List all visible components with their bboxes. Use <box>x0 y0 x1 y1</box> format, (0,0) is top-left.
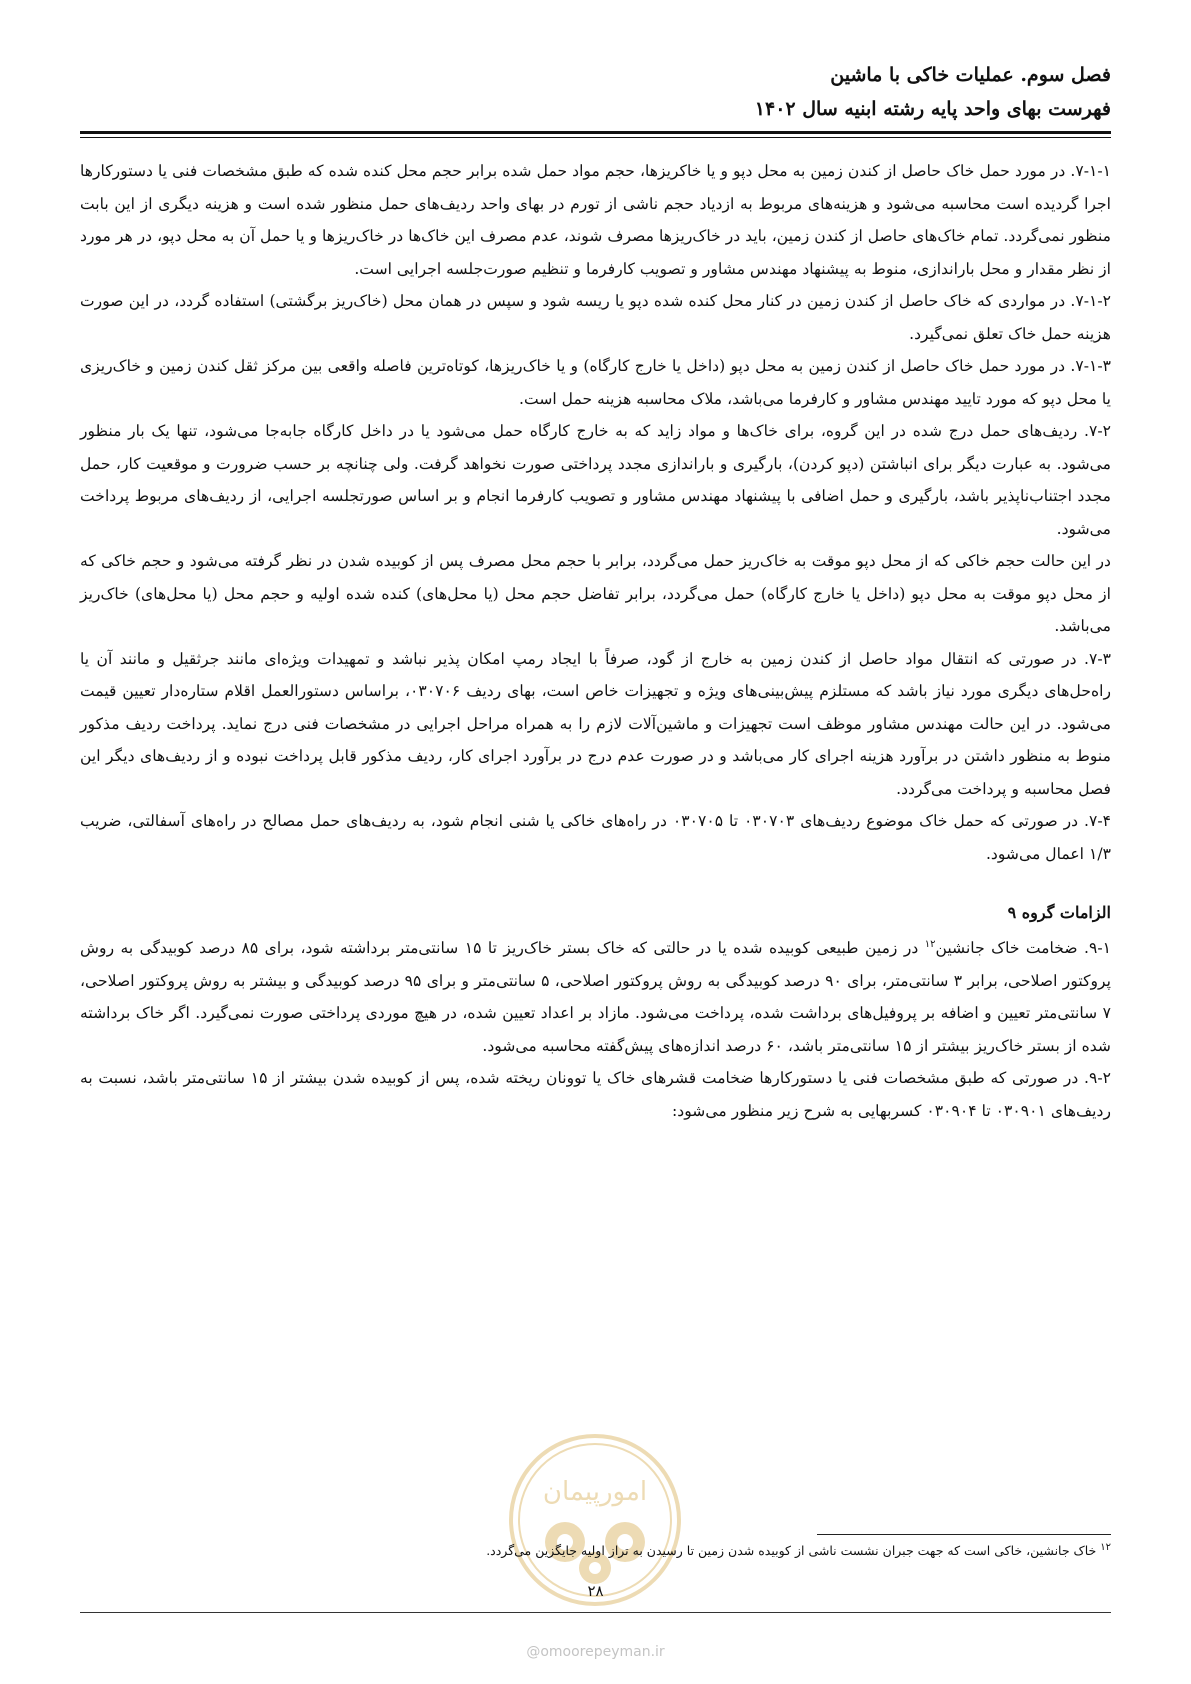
footnote-reference[interactable]: ۱۲ <box>924 938 936 950</box>
paragraph-7-1-3: ۷-۱-۳. در مورد حمل خاک حاصل از کندن زمین به محل دپو (داخل یا خارج کارگاه) و یا خاک‌ریزها، کوتاه‌ترین فاصله واقعی بین مرکز ثقل کندن زمین و خاک‌ریزی یا محل دپو که مورد تایید مهندس مشاور و کارفرما می‌باشد، ملاک محاسبه هزینه حمل است. <box>80 357 1112 408</box>
paragraph-7-2: ۷-۲. ردیف‌های حمل درج شده در این گروه، برای خاک‌ها و مواد زاید که به خارج کارگاه حمل می‌شود یا در داخل کارگاه جابه‌جا می‌شود، تنها یک بار منظور می‌شود. به عبارت دیگر برای انباشتن (دپو کردن)، بارگیری و باراندازی مجدد پرداختی صورت نخواهد گرفت. ولی چنانچه بر حسب ضرورت و موقعیت کار، حمل مجدد اجتناب‌ناپذیر باشد، بارگیری و حمل اضافی با پیشنهاد مهندس مشاور و تصویب کارفرما انجام و بر اساس صورتجلسه اجرایی، از ردیف‌های مربوط پرداخت می‌شود. <box>80 422 1111 538</box>
section-9-heading: الزامات گروه ۹ <box>1007 903 1111 922</box>
paragraph-7-2-continued: در این حالت حجم خاکی که از محل دپو موقت به خاک‌ریز حمل می‌گردد، برابر با حجم محل مصرف پس از کوبیده شدن در نظر گرفته می‌شود و حجم خاکی که از محل دپو موقت به محل دپو (داخل یا خارج کارگاه) حمل می‌گردد، برابر تفاضل حجم محل (یا محل‌های) کنده شده اولیه و حجم محل (یا محل‌های) خاک‌ریز می‌باشد. <box>80 552 1111 635</box>
paragraph-9-1-rest: در زمین طبیعی کوبیده شده یا در حالتی که خاک بستر خاک‌ریز تا ۱۵ سانتی‌متر برداشته شود، برای ۸۵ درصد کوبیدگی به روش پروکتور اصلاحی، برابر ۳ سانتی‌متر، برای ۹۰ درصد کوبیدگی به روش پروکتور اصلاحی، ۵ سانتی‌متر و برای ۹۵ درصد کوبیدگی و بیشتر به روش پروکتور اصلاحی، ۷ سانتی‌متر تعیین و اضافه بر پروفیل‌های برداشت شده، پرداخت می‌شود. مازاد بر اعداد تعیین شده، در هیچ موردی پرداختی صورت نمی‌گیرد. اگر خاک برداشته شده از بستر خاک‌ریز بیشتر از ۱۵ سانتی‌متر باشد، ۶۰ درصد اندازه‌های پیش‌گفته محاسبه می‌شود. <box>80 939 1111 1055</box>
body-text <box>80 155 1111 1127</box>
footnote-rule <box>817 1534 1111 1535</box>
paragraph-9-1 <box>80 932 1111 1062</box>
catalog-title: فهرست بهای واحد پایه رشته ابنیه سال ۱۴۰۲ <box>754 98 1111 120</box>
paragraph-7-1-1: ۷-۱-۱. در مورد حمل خاک حاصل از کندن زمین به محل دپو و یا خاکریزها، حجم مواد حمل شده برابر حجم محل کنده شده که طبق مشخصات فنی یا دستورکارها اجرا گردیده است محاسبه می‌شود و هزینه‌های مربوط به ازدیاد حجم ناشی از تورم در بهای واحد ردیف‌های حمل منظور شده است و هزینه دیگری از این بابت منظور نمی‌گردد. تمام خاک‌های حاصل از کندن زمین، باید در خاک‌ریزها مصرف شوند، عدم مصرف این خاک‌ها در خاک‌ریزها و یا حمل آن به محل دپو، در هر مورد از نظر مقدار و محل باراندازی، منوط به پیشنهاد مهندس مشاور و تصویب کارفرما و تنظیم صورت‌جلسه اجرایی است. <box>80 162 1111 278</box>
header-rule-thin <box>80 137 1111 138</box>
paragraph-7-3: ۷-۳. در صورتی که انتقال مواد حاصل از کندن زمین به خارج از گود، صرفاً با ایجاد رمپ امکان پذیر نباشد و تمهیدات ویژه‌ای مانند جرثقیل و مانند آن یا راه‌حل‌های دیگری مورد نیاز باشد که مستلزم پیش‌بینی‌های ویژه و تجهیزات خاص است، بهای ردیف ۰۳۰۷۰۶، براساس دستورالعمل اقلام ستاره‌دار تعیین قیمت می‌شود. در این حالت مهندس مشاور موظف است تجهیزات و ماشین‌آلات لازم را به همراه مراحل اجرایی در مشخصات فنی درج نماید. پرداخت ردیف مذکور منوط به منظور داشتن در برآورد هزینه اجرای کار می‌باشد و در صورت عدم درج در برآورد اجرای کار، ردیف مذکور قابل پرداخت نبوده و از ردیف‌های دیگر این فصل محاسبه و پرداخت می‌گردد. <box>80 649 1111 798</box>
paragraph-9-2: ۹-۲. در صورتی که طبق مشخصات فنی یا دستورکارها ضخامت قشرهای خاک یا توونان ریخته شده، پس از کوبیده شدن بیشتر از ۱۵ سانتی‌متر باشد، نسبت به ردیف‌های ۰۳۰۹۰۱ تا ۰۳۰۹۰۴ کسربهایی به شرح زیر منظور می‌شود: <box>80 1069 1111 1120</box>
footnote-number: ۱۲ <box>1100 1541 1111 1553</box>
watermark-logo-text: امورپیمان <box>542 1477 648 1507</box>
header-rule-thick <box>80 131 1111 134</box>
page-number: ۲۸ <box>587 1582 604 1600</box>
watermark-url: @omoorepeyman.ir <box>526 1644 665 1660</box>
page-header <box>80 58 1111 126</box>
footer-rule <box>80 1612 1111 1613</box>
chapter-title: فصل سوم. عملیات خاکی با ماشین <box>830 64 1111 86</box>
paragraph-7-4: ۷-۴. در صورتی که حمل خاک موضوع ردیف‌های ۰۳۰۷۰۳ تا ۰۳۰۷۰۵ در راه‌های خاکی یا شنی انجام شود، به ردیف‌های حمل مصالح در راه‌های آسفالتی، ضریب ۱/۳ اعمال می‌شود. <box>80 812 1111 863</box>
footnote-text: خاک جانشین، خاکی است که جهت جبران نشست ناشی از کوبیده شدن زمین تا رسیدن به تراز اولیه جایگزین می‌گردد. <box>486 1543 1101 1558</box>
paragraph-9-1-start: ۹-۱. ضخامت خاک جانشین <box>935 939 1111 957</box>
footnote <box>80 1540 1111 1562</box>
paragraph-7-1-2: ۷-۱-۲. در مواردی که خاک حاصل از کندن زمین در کنار محل کنده شده دپو یا ریسه شود و سپس در همان محل (خاک‌ریز برگشتی) استفاده گردد، در این صورت هزینه حمل خاک تعلق نمی‌گیرد. <box>80 292 1111 343</box>
